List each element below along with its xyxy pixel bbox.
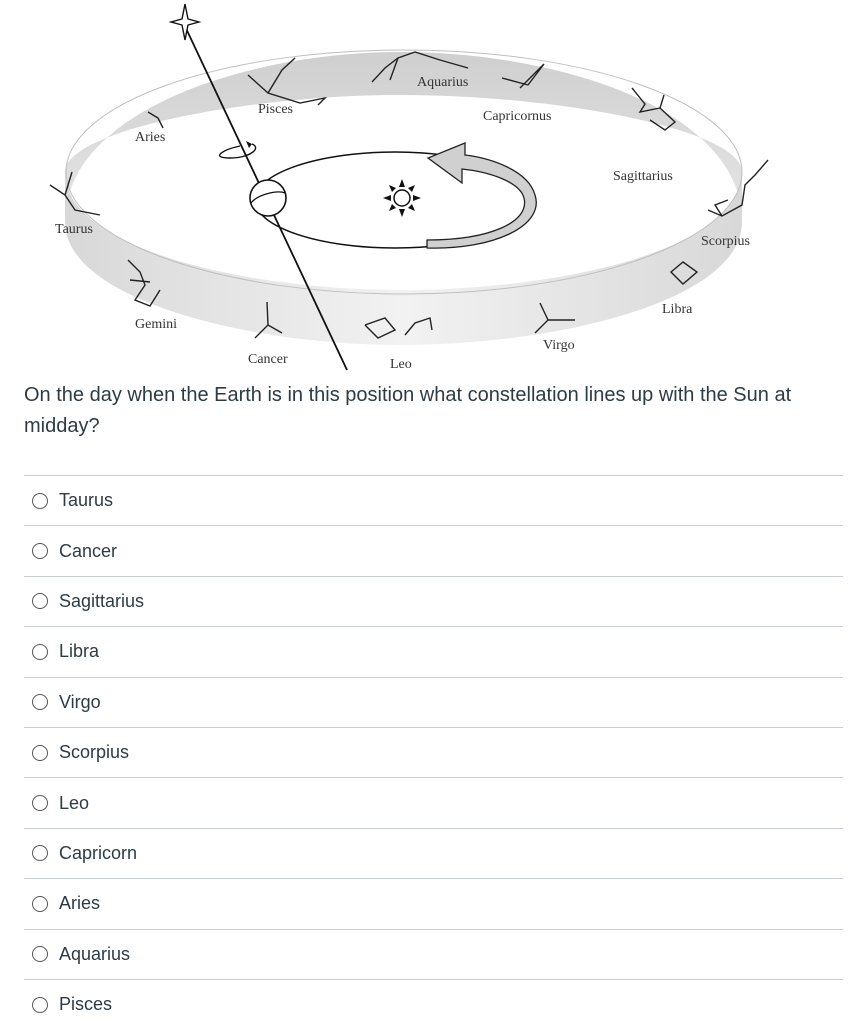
answer-option[interactable] <box>24 576 843 626</box>
answer-label: Sagittarius <box>59 590 145 611</box>
gemini-label: Gemini <box>135 317 177 332</box>
answer-option[interactable] <box>24 929 843 979</box>
answer-option[interactable] <box>24 777 843 827</box>
radio-button[interactable] <box>32 493 48 509</box>
radio-button[interactable] <box>32 845 48 861</box>
answer-option[interactable] <box>24 475 843 525</box>
sagittarius-label: Sagittarius <box>613 169 673 184</box>
taurus-label: Taurus <box>55 222 93 237</box>
radio-button[interactable] <box>32 593 48 609</box>
answer-label: Aquarius <box>59 943 131 964</box>
cancer-label: Cancer <box>248 352 288 367</box>
earth-icon <box>250 180 286 216</box>
answer-label: Taurus <box>59 490 114 511</box>
radio-button[interactable] <box>32 896 48 912</box>
capricornus-label: Capricornus <box>483 109 552 124</box>
radio-button[interactable] <box>32 694 48 710</box>
answer-label: Capricorn <box>59 842 138 863</box>
answer-option[interactable] <box>24 727 843 777</box>
zodiac-diagram <box>0 0 855 375</box>
aries-label: Aries <box>135 130 166 145</box>
answer-label: Scorpius <box>59 742 130 763</box>
answer-label: Pisces <box>59 994 113 1015</box>
radio-button[interactable] <box>32 644 48 660</box>
leo-label: Leo <box>390 357 412 372</box>
answer-option[interactable] <box>24 626 843 676</box>
answer-option[interactable] <box>24 828 843 878</box>
radio-button[interactable] <box>32 795 48 811</box>
answer-option[interactable] <box>24 878 843 928</box>
answer-label: Leo <box>59 792 90 813</box>
radio-button[interactable] <box>32 946 48 962</box>
pole-star-icon <box>171 4 199 40</box>
pisces-label: Pisces <box>258 102 293 117</box>
answer-label: Libra <box>59 641 100 662</box>
answer-label: Aries <box>59 893 101 914</box>
aquarius-label: Aquarius <box>417 75 469 90</box>
answer-list <box>24 475 843 1029</box>
answer-option[interactable] <box>24 677 843 727</box>
answer-label: Virgo <box>59 691 101 712</box>
answer-option[interactable] <box>24 525 843 575</box>
scorpius-label: Scorpius <box>701 234 750 249</box>
answer-label: Cancer <box>59 540 118 561</box>
answer-option[interactable] <box>24 979 843 1029</box>
radio-button[interactable] <box>32 997 48 1013</box>
virgo-label: Virgo <box>543 338 575 353</box>
radio-button[interactable] <box>32 745 48 761</box>
radio-button[interactable] <box>32 543 48 559</box>
libra-label: Libra <box>662 302 693 317</box>
question-text: On the day when the Earth is in this position what constellation lines up with the Sun at midday? <box>24 384 792 437</box>
